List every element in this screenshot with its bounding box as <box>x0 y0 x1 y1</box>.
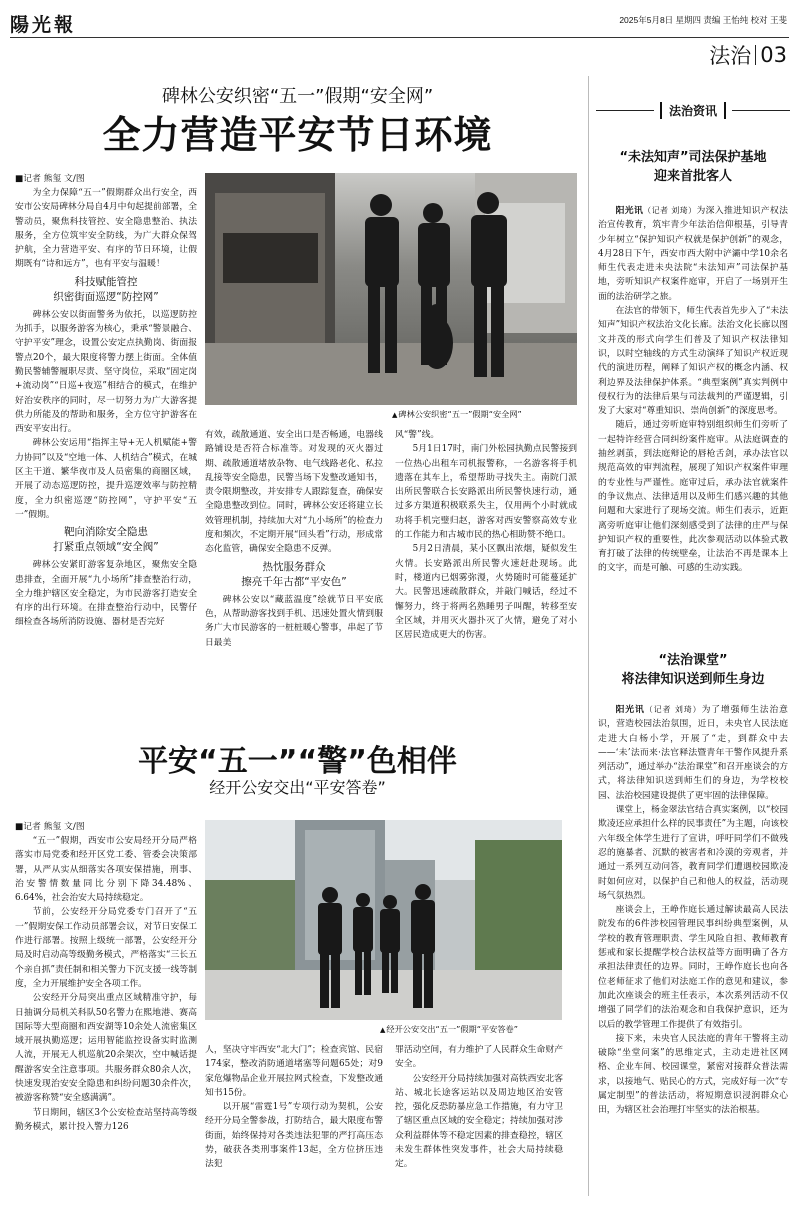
story1-kicker: 碑林公安织密“五一”假期“安全网” <box>161 86 434 107</box>
news1-title: “未法知声”司法保护基地 迎来首批客人 <box>619 150 767 184</box>
story2-para: 节日期间，辖区3个公安检查站坚持高等级勤务模式，累计投入警力126 <box>15 1107 197 1132</box>
story1-headline: 全力营造平安节日环境 <box>102 113 493 157</box>
story1-para: 碑林公安紧盯游客复杂地区，聚焦安全隐患排查，全面开展“九小场所”排查整治行动，全力维护辖区安全稳定，为市民游客打造安全有序的出行环境。在排查整治行动中，民警仔细检查各场所消防设施、器材是否完好 <box>15 560 197 628</box>
section-label <box>709 40 787 70</box>
story2-caption: ▲ 经开公安交出“五一”假期“平安答卷” <box>380 1024 518 1035</box>
story1-photo <box>205 173 577 405</box>
story2-para: 人，坚决守牢西安“北大门”；检查宾馆、民宿174家，整改消防通道堵塞等问题65处；对9家危爆物品企业开展拉网式检查，下发整改通知书15份。 <box>205 1045 383 1098</box>
story2-para: 节前，公安经开分局党委专门召开了“五一”假期安保工作动员部署会议，对节日安保工作进行部署。按照上级统一部署，公安经开分局及时启动高等级勤务模式，严格落实“三长五个亲自抓”责任制和相关警力下沉支援一线等制度，全力开展维护安全各项工作。 <box>15 907 197 989</box>
news2-para: 接下来，未央官人民法庭的青年干警将主动破除“坐堂问案”的思维定式，主动走进社区网格、企业车间、校园课堂，紧密对接群众普法需求，以接地气、贴民心的方式，完成好每一次“专属定制型”的普法活动，将短期意识浸润群众心田，为辖区社会治理打牢坚实的法治根基。 <box>598 1033 788 1116</box>
masthead-rule <box>10 37 789 38</box>
sidebar-label-rule <box>732 110 790 111</box>
news2-lead: 阳光讯 <box>615 705 645 715</box>
story2-para: 公安经开分局持续加强对高铁西安北客站、城北长途客运站以及周边地区治安管控，强化反恐防暴应急工作措施，有力守卫了辖区重点区域的安全稳定；持续加强对涉众利益群体等不稳定因素的排查稳控，辖区未发生群体性突发事件，社会大局持续稳定。 <box>395 1073 563 1170</box>
news2-text: 为了增强师生法治意识，营造校园法治氛围，近日，未央官人民法庭走进大白杨小学，开展了“走，到群众中去——‘未’法而来·法官释法暨青年干警作风提升系列活动”，通过举办“法治课堂”和召开座谈会的方式，将法律知识送到师生们的身边，为学校校园、法治校园建设提供了更牢固的法律保障。 <box>598 705 788 801</box>
news2-title: “法治课堂” 将法律知识送到师生身边 <box>621 653 765 687</box>
section-name: 法治 <box>709 44 752 68</box>
sidebar-news-1 <box>598 148 788 576</box>
news2-para: 座谈会上，王峥作庭长通过解读最高人民法院发布的6件涉校园管理民事纠纷典型案例，从学校的教育管理职责、学生风险自担、教师教育惩戒和家长提醒学校合法权益等方面明确了各方承担法律责任的边界。同时，王峥作庭长也向各位老师征求了他们对法庭工作的意见和建议，参加此次座谈会的班主任表示，本次系列活动不仅增强了同学们的法治观念和自我保护意识，还为以后的教学管理工作提供了有效指引。 <box>598 905 788 1030</box>
news1-para: 在法官的带领下，师生代表首先步入了“未法知声”知识产权法治文化长廊。法治文化长廊以图文并茂的形式向学生们普及了知识产权法律知识，以时空轴线的方式生动演绎了知识产权近现代的演进历程，阐释了知识产权的概念内涵、权利边界及法律保护体系。“典型案例”真实判例中侵权行为的法律后果与司法裁判的严谨逻辑，引发了大家对“尊重知识、崇尚创新”的深度思考。 <box>598 306 788 417</box>
police-patrol-image <box>205 820 562 1020</box>
story1-caption: ▲ 碑林公安织密“五一”假期“安全网” <box>392 409 522 420</box>
story1-para: 碑林公安运用“指挥主导+无人机赋能+警力协同”以及“空地一体、人机结合”模式，在城区主干道、繁华夜市及人员密集的商圈区域，开展了动态巡逻防控，提升巡逻效率与防控精度，全力织密巡逻“防控网”，守护平安“五一”假期。 <box>15 438 197 520</box>
section-divider <box>755 45 756 65</box>
story2-para: 公安经开分局突出重点区域精准守护，每日抽调分局机关科队50名警力在熙地港、赛高国际等大型商圈和西安湖等10余处人流密集区域开展执勤巡逻；运用智能监控设备实时监测人流，开展无人机巡航20余架次，空中喊话提醒游客安全注意事项。共服务群众80余人次，快速发现治安安全隐患和纠纷问题30余件次，被游客称赞“安全感满满”。 <box>15 993 197 1104</box>
story1-subhead-3: 热忱服务群众 擦亮千年古都“平安色” <box>241 560 347 588</box>
news2-para: 课堂上，杨金翠法官结合真实案例，以“校园欺凌还应承担什么样的民事责任”为主题，向该校六年级全体学生进行了宣讲，呼吁同学们不做残忍的施暴者、沉默的被害者和冷漠的旁观者，并通过一系列互动问答，教育同学们遭遇校园欺凌时如何应对，以保护自己和他人的权益，活动现场气氛热烈。 <box>598 805 788 901</box>
news1-lead: 阳光讯 <box>615 206 644 216</box>
patrol-officers-image <box>205 173 577 405</box>
sidebar-label <box>596 102 790 119</box>
story1-col1 <box>15 172 197 704</box>
story1-para: 有效，疏散通道、安全出口是否畅通，电器线路铺设是否符合标准等。对发现的灭火器过期、疏散通道堵放杂物、电气线路老化、私拉乱接等安全隐患，民警当场下发整改通知书，责令限期整改，并安排专人跟踪复查，确保安全隐患整改到位。同时，碑林公安还将建立长效管理机制，持续加大对“九小场所”的检查力度和频次，不定期开展“回头看”行动，形成常态化监管，确保安全隐患不反弹。 <box>205 430 383 555</box>
story2-byline: ■记者 熊玺 文/图 <box>15 822 85 832</box>
story1-para: 碑林公安以“藏蓝温度”绘就节日平安底色，从帮助游客找到手机、迅速处置火情到服务广大市民游客的一桩桩暖心警事，串起了节日最美 <box>205 594 383 648</box>
sidebar-news-2 <box>598 651 788 1118</box>
story1-subhead-1: 科技赋能管控 织密街面巡逻“防控网” <box>53 275 159 303</box>
story2-para: 罪活动空间，有力维护了人民群众生命财产安全。 <box>395 1045 563 1070</box>
story2-para: 以开展“雷霆1号”专项行动为契机，公安经开分局全警参战，打防结合，最大限度布警街面，始终保持对各类违法犯罪的严打高压态势，破获各类刑事案件13起，全方位挤压违法犯 <box>205 1102 383 1170</box>
story1-intro: 为全力保障“五一”假期群众出行安全，西安市公安局碑林分局自4月中旬起提前部署，全警动员，聚焦科技管控、安全隐患整治、执法服务，全方位筑牢安全防线，为广大群众保驾护航，全力营造平安、有序的节日环境，让假期既有“诗和远方”，也有平安与温暖！ <box>15 188 197 270</box>
story2-headline: 平安“五一”“警”色相伴 <box>138 744 457 779</box>
story1-byline: ■记者 熊玺 文/图 <box>15 174 85 184</box>
sidebar-label-text: 法治资讯 <box>660 102 726 119</box>
story1-para: 5月1日17时，南门外松园执勤点民警接到一位热心出租车司机报警称，一名游客将手机遗落在其车上，希望帮助寻找失主。南院门派出所民警联合长安路派出所民警快速行动，通过多方渠道积极联系失主，仅用两个小时就成功将手机完璧归赵，游客对西安警察高效专业的工作能力和古城市民的热心相助赞不绝口。 <box>395 444 577 541</box>
sidebar-label-rule <box>596 110 654 111</box>
story1-para: 5月2日清晨，某小区飘出浓烟，疑似发生火情。长安路派出所民警火速赶赴现场。此时，楼道内已烟雾弥漫，火势随时可能蔓延扩大。民警迅速疏散群众，并敲门喊话，经过不懈努力，终于将两名熟睡男子叫醒，转移至安全区域，并用灭火器扑灭了火情，避免了对小区居民造成更大的伤害。 <box>395 544 577 641</box>
news1-para <box>598 204 788 304</box>
story2-col1 <box>15 820 197 1134</box>
news1-para: 随后，通过旁听庭审特别组织师生们旁听了一起特许经营合同纠纷案件庭审。从法庭调查的抽丝剥茧，到法庭辩论的唇枪舌剑，承办法官以规范高效的审判流程，展现了知识产权案件审理的专业性与严谨性。庭审过后，承办法官就案件的争议焦点、法律适用以及师生们感兴趣的其他问题和大家进行了现场交流。师生们表示，近距离旁听庭审让他们深刻感受到了法律的庄严与保护知识产权的重要性，此次参观活动以体验式教育打破了法律的传统壁垒，让法治不再是课本上的文字，而是可触、可感的生动实践。 <box>598 420 788 574</box>
story1-subhead-2: 靶向消除安全隐患 打紧重点领域“安全阀” <box>53 526 159 554</box>
news2-byline: （记者 刘琦） <box>644 705 702 714</box>
page-number: 03 <box>760 43 787 67</box>
story2-col3 <box>395 1043 563 1172</box>
story2-deck: 经开公安交出“平安答卷” <box>209 778 386 797</box>
sidebar-divider <box>588 76 589 1196</box>
masthead-info: 2025年5月8日 星期四 责编 王怡纯 校对 王斐 <box>619 15 787 25</box>
story1-col2 <box>205 428 383 650</box>
story1-col3 <box>395 428 577 642</box>
news1-byline: （记者 刘琦） <box>643 206 697 215</box>
news1-text: 为深入推进知识产权法治宣传教育，筑牢青少年法治信仰根基，引导青少年树立“保护知识产权就是保护创新”的观念，4月28日下午，西安市西大附中浐灞中学10余名师生代表走进未央法院“未法知声”司法保护基地，旁听知识产权案件庭审，开启了一场别开生面的法治研学之旅。 <box>598 206 788 302</box>
story2-photo <box>205 820 562 1020</box>
story2-para: “五一”假期，西安市公安局经开分局严格落实市局党委和经开区党工委、管委会决策部署，从严从实从细落实各项安保措施，刑事、治安警情数量同比分别下降34.48%、6.64%，社会治安大局持续稳定。 <box>15 836 197 904</box>
news2-para <box>598 703 788 803</box>
story1-para: 风“警”线。 <box>395 430 440 440</box>
story2-col2 <box>205 1043 383 1172</box>
story1-para: 碑林公安以街面警务为依托，以巡逻防控为抓手，以服务游客为核心，秉承“警景融合、守护平安”理念，设置公安定点执勤岗、街面报警点20个，最大限度将警力摆上街面。全体值勤民警辅警履职尽责、坚守岗位，采取“固定岗+流动岗”“日巡+夜巡”相结合的模式，在维护好治安秩序的同时，尽一切努力为广大游客提供力所能及的帮助和服务，全方位守护游客在西安平安出行。 <box>15 309 197 435</box>
masthead-logo: 陽光報 <box>10 14 77 36</box>
